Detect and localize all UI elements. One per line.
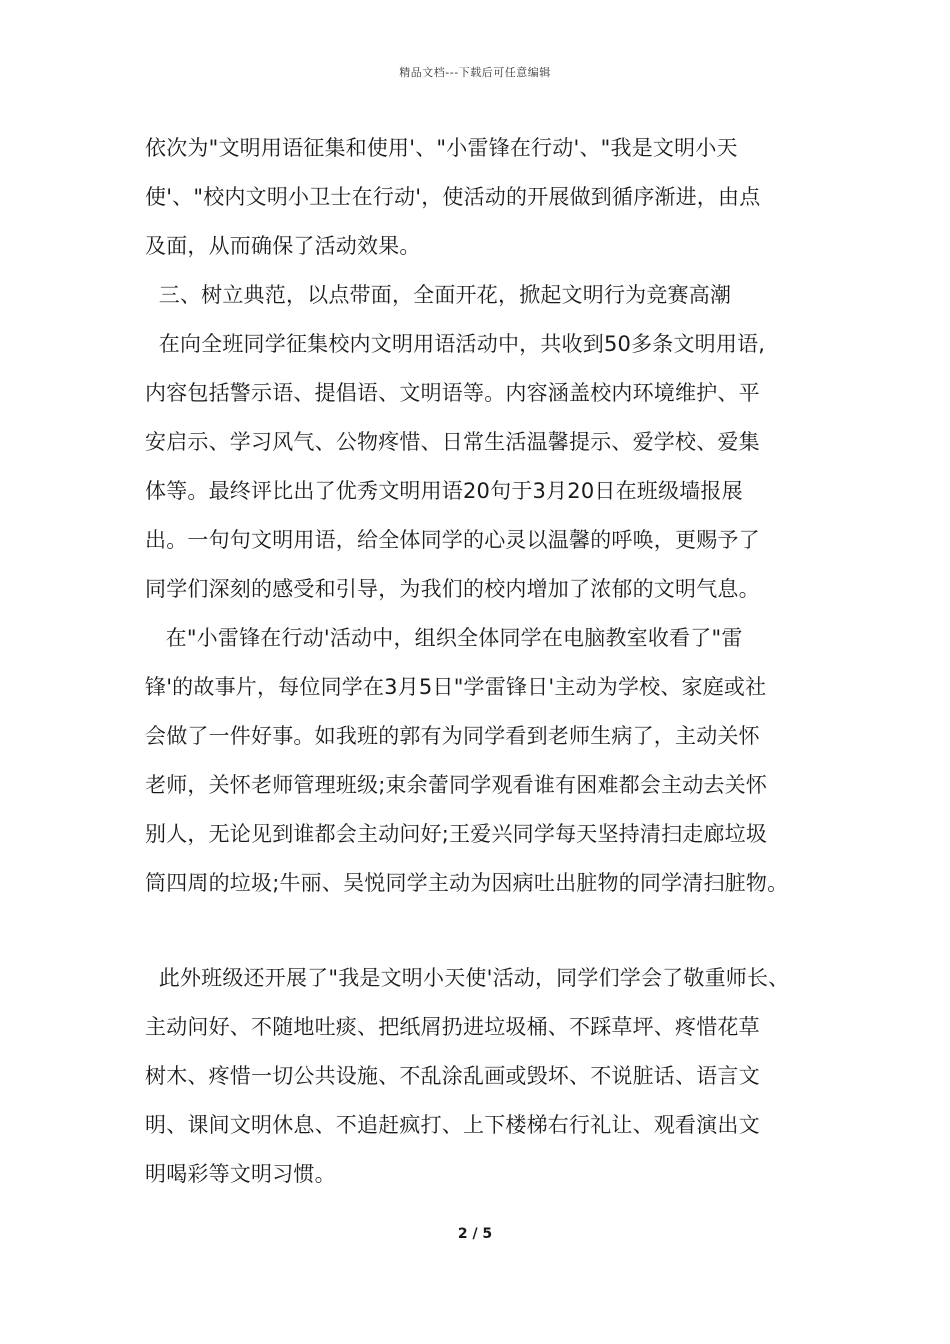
- text-line: 及面，从而确保了活动效果。: [145, 234, 421, 258]
- text-line: 锋'的故事片，每位同学在3月5日"学雷锋日'主动为学校、家庭或社: [145, 675, 767, 699]
- text-line: 安启示、学习风气、公物疼惜、日常生活温馨提示、爱学校、爱集: [145, 430, 760, 454]
- text-line: 依次为"文明用语征集和使用'、"小雷锋在行动'、"我是文明小天: [145, 136, 738, 160]
- document-body: [145, 124, 813, 1199]
- text-line: 同学们深刻的感受和引导，为我们的校内增加了浓郁的文明气息。: [145, 577, 760, 601]
- text-line: 体等。最终评比出了优秀文明用语20句于3月20日在班级墙报展: [145, 479, 743, 503]
- text-line: 树木、疼惜一切公共设施、不乱涂乱画或毁坏、不说脏话、语言文: [145, 1064, 760, 1088]
- text-line: 明、课间文明休息、不追赶疯打、上下楼梯右行礼让、观看演出文: [145, 1113, 760, 1137]
- text-line: 老师，关怀老师管理班级;束余蕾同学观看谁有困难都会主动去关怀: [145, 773, 768, 797]
- text-line: 内容包括警示语、提倡语、文明语等。内容涵盖校内环境维护、平: [145, 381, 760, 405]
- text-line: 出。一句句文明用语，给全体同学的心灵以温馨的呼唤，更赐予了: [145, 528, 760, 552]
- text-line: 别人，无论见到谁都会主动问好;王爱兴同学每天坚持清扫走廊垃圾: [145, 822, 768, 846]
- text-line: 主动问好、不随地吐痰、把纸屑扔进垃圾桶、不踩草坪、疼惜花草: [145, 1015, 760, 1039]
- text-line: 此外班级还开展了"我是文明小天使'活动，同学们学会了敬重师长、: [145, 966, 790, 990]
- paragraph-gap: [145, 908, 813, 954]
- text-line: 明喝彩等文明习惯。: [145, 1162, 336, 1186]
- text-line: 使'、"校内文明小卫士在行动'，使活动的开展做到循序渐进，由点: [145, 185, 761, 209]
- page-header: 精品文档---下载后可任意编辑: [399, 66, 551, 79]
- text-line: 在向全班同学征集校内文明用语活动中，共收到50多条文明用语,: [145, 332, 766, 356]
- section-heading: 三、树立典范，以点带面，全面开花，掀起文明行为竞赛高潮: [145, 283, 732, 307]
- page-number: 2 / 5: [457, 1226, 493, 1242]
- text-line: 会做了一件好事。如我班的郭有为同学看到老师生病了，主动关怀: [145, 724, 760, 748]
- text-line: 在"小雷锋在行动'活动中，组织全体同学在电脑教室收看了"雷: [145, 626, 743, 650]
- text-line: 筒四周的垃圾;牛丽、吴悦同学主动为因病吐出脏物的同学清扫脏物。: [145, 871, 789, 895]
